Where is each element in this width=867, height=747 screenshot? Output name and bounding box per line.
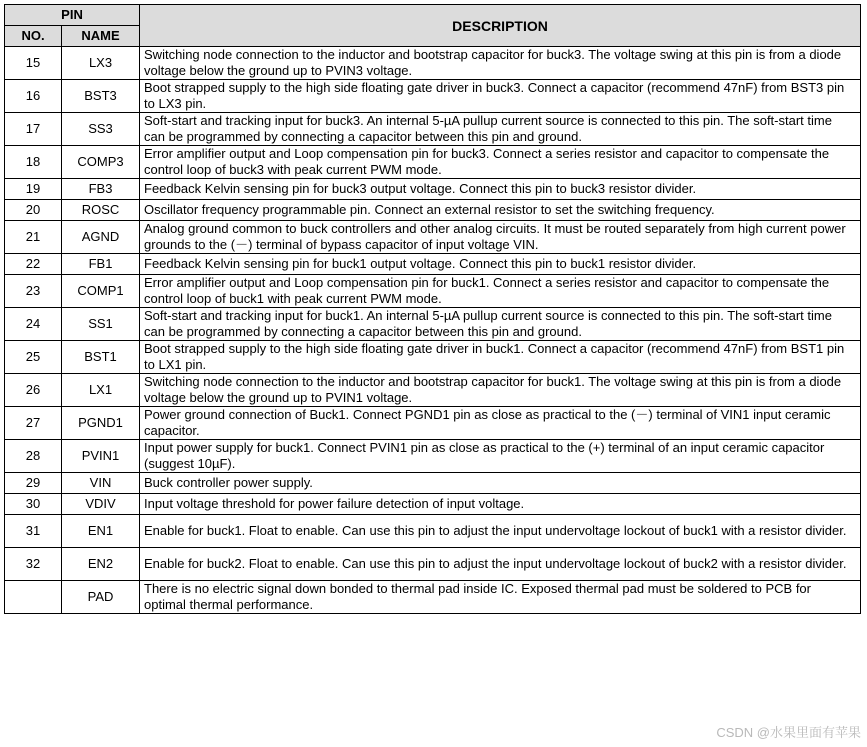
pin-name: EN1 (62, 515, 140, 548)
pin-number: 21 (5, 221, 62, 254)
pin-description: Analog ground common to buck controllers and other analog circuits. It must be routed separately from high current power grounds to the (－) terminal of bypass capacitor of input voltage VIN. (140, 221, 861, 254)
pin-number (5, 581, 62, 614)
pin-group-header: PIN (5, 5, 140, 26)
table-row (5, 374, 861, 407)
pin-name: COMP1 (62, 275, 140, 308)
pin-description: Boot strapped supply to the high side floating gate driver in buck1. Connect a capacitor (recommend 47nF) from BST1 pin to LX1 pin. (140, 341, 861, 374)
pin-number: 15 (5, 47, 62, 80)
pin-name: BST1 (62, 341, 140, 374)
pin-name: VIN (62, 473, 140, 494)
pin-name: COMP3 (62, 146, 140, 179)
pin-description: Feedback Kelvin sensing pin for buck3 output voltage. Connect this pin to buck3 resistor divider. (140, 179, 861, 200)
pin-description: Error amplifier output and Loop compensation pin for buck1. Connect a series resistor and capacitor to compensate the control loop of buck1 with peak current PWM mode. (140, 275, 861, 308)
table-row (5, 494, 861, 515)
pin-name: FB1 (62, 254, 140, 275)
pin-description: Input power supply for buck1. Connect PVIN1 pin as close as practical to the (+) terminal of an input ceramic capacitor (suggest 10µF). (140, 440, 861, 473)
table-row (5, 113, 861, 146)
no-header: NO. (5, 26, 62, 47)
table-row (5, 146, 861, 179)
pin-description: Soft-start and tracking input for buck1. An internal 5-µA pullup current source is connected to this pin. The soft-start time can be programmed by connecting a capacitor between this pin and ground. (140, 308, 861, 341)
pin-description: Switching node connection to the inductor and bootstrap capacitor for buck3. The voltage swing at this pin is from a diode voltage below the ground up to PVIN3 voltage. (140, 47, 861, 80)
pin-number: 24 (5, 308, 62, 341)
pin-number: 19 (5, 179, 62, 200)
pin-description: Power ground connection of Buck1. Connect PGND1 pin as close as practical to the (－) terminal of VIN1 input ceramic capacitor. (140, 407, 861, 440)
table-row (5, 548, 861, 581)
table-row (5, 515, 861, 548)
name-header: NAME (62, 26, 140, 47)
pin-name: ROSC (62, 200, 140, 221)
watermark: CSDN @水果里面有苹果 (716, 725, 861, 740)
description-header: DESCRIPTION (140, 5, 861, 47)
pin-name: PVIN1 (62, 440, 140, 473)
pin-number: 23 (5, 275, 62, 308)
pin-number: 29 (5, 473, 62, 494)
pin-name: PAD (62, 581, 140, 614)
pin-name: SS1 (62, 308, 140, 341)
pin-number: 22 (5, 254, 62, 275)
pin-name: FB3 (62, 179, 140, 200)
pin-name: PGND1 (62, 407, 140, 440)
pin-description: Input voltage threshold for power failure detection of input voltage. (140, 494, 861, 515)
pin-description: Error amplifier output and Loop compensation pin for buck3. Connect a series resistor and capacitor to compensate the control loop of buck3 with peak current PWM mode. (140, 146, 861, 179)
pin-number: 28 (5, 440, 62, 473)
table-row (5, 341, 861, 374)
pin-number: 25 (5, 341, 62, 374)
pin-description: Soft-start and tracking input for buck3. An internal 5-µA pullup current source is connected to this pin. The soft-start time can be programmed by connecting a capacitor between this pin and ground. (140, 113, 861, 146)
table-row (5, 581, 861, 614)
pin-name: AGND (62, 221, 140, 254)
table-row (5, 440, 861, 473)
pin-number: 30 (5, 494, 62, 515)
table-row (5, 221, 861, 254)
pin-number: 27 (5, 407, 62, 440)
pin-number: 18 (5, 146, 62, 179)
table-row (5, 308, 861, 341)
table-row (5, 407, 861, 440)
pin-name: EN2 (62, 548, 140, 581)
pin-name: BST3 (62, 80, 140, 113)
pin-name: VDIV (62, 494, 140, 515)
pin-number: 31 (5, 515, 62, 548)
pin-description: Buck controller power supply. (140, 473, 861, 494)
pin-number: 17 (5, 113, 62, 146)
table-row (5, 473, 861, 494)
pin-number: 20 (5, 200, 62, 221)
table-row (5, 80, 861, 113)
pin-description: Boot strapped supply to the high side floating gate driver in buck3. Connect a capacitor (recommend 47nF) from BST3 pin to LX3 pin. (140, 80, 861, 113)
pin-description: There is no electric signal down bonded to thermal pad inside IC. Exposed thermal pad must be soldered to PCB for optimal thermal performance. (140, 581, 861, 614)
table-row (5, 47, 861, 80)
pin-description: Oscillator frequency programmable pin. Connect an external resistor to set the switching frequency. (140, 200, 861, 221)
pin-number: 32 (5, 548, 62, 581)
pin-number: 16 (5, 80, 62, 113)
table-row (5, 179, 861, 200)
pin-name: LX3 (62, 47, 140, 80)
table-row (5, 254, 861, 275)
pin-description: Switching node connection to the inductor and bootstrap capacitor for buck1. The voltage swing at this pin is from a diode voltage below the ground up to PVIN1 voltage. (140, 374, 861, 407)
table-row (5, 275, 861, 308)
pin-description-table (4, 4, 861, 614)
pin-description: Feedback Kelvin sensing pin for buck1 output voltage. Connect this pin to buck1 resistor divider. (140, 254, 861, 275)
pin-name: SS3 (62, 113, 140, 146)
pin-description: Enable for buck2. Float to enable. Can use this pin to adjust the input undervoltage lockout of buck2 with a resistor divider. (140, 548, 861, 581)
pin-number: 26 (5, 374, 62, 407)
table-row (5, 200, 861, 221)
pin-name: LX1 (62, 374, 140, 407)
pin-description: Enable for buck1. Float to enable. Can use this pin to adjust the input undervoltage lockout of buck1 with a resistor divider. (140, 515, 861, 548)
